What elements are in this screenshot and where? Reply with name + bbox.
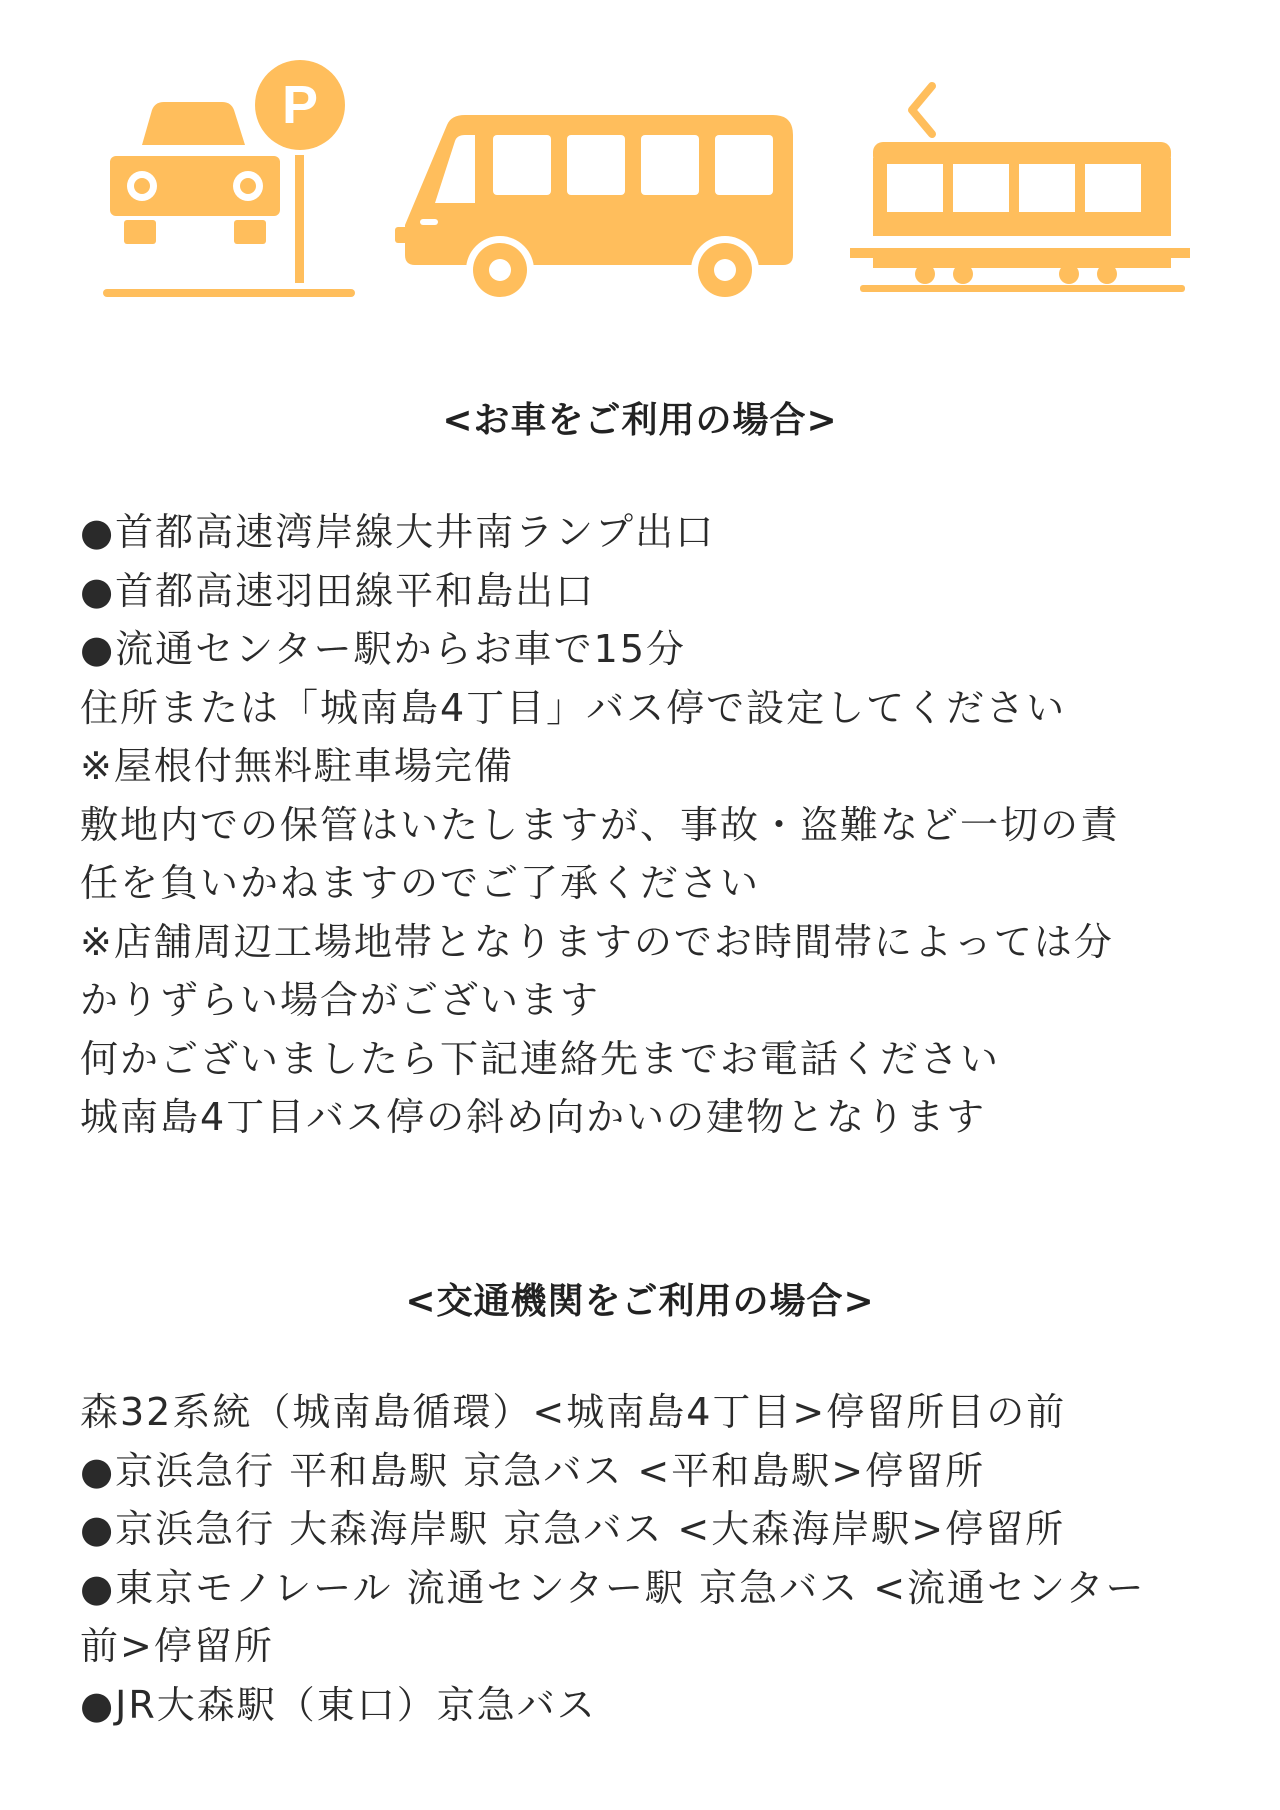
list-item: 住所または「城南島4丁目」バス停で設定してください: [80, 685, 1067, 730]
transport-icons-row: [0, 0, 1280, 330]
car-section-lines: [80, 503, 1210, 1147]
list-item: 森32系統（城南島循環）<城南島4丁目>停留所目の前: [80, 1390, 1067, 1434]
list-item: 任を負いかねますのでご了承ください: [80, 861, 761, 905]
transit-section-lines: [80, 1383, 1210, 1734]
transit-section-title: <交通機関をご利用の場合>: [405, 1281, 875, 1322]
parking-sign-letter: P: [281, 75, 319, 135]
list-item: ●首都高速羽田線平和島出口: [80, 568, 596, 613]
list-item: ※店舗周辺工場地帯となりますのでお時間帯によっては分: [80, 919, 1114, 964]
list-item: ●JR大森駅（東口）京急バス: [80, 1682, 597, 1727]
car-parking-icon: [100, 60, 360, 310]
list-item: ※屋根付無料駐車場完備: [80, 744, 514, 788]
list-item: ●京浜急行 大森海岸駅 京急バス <大森海岸駅>停留所: [80, 1507, 1066, 1551]
list-item: ●首都高速湾岸線大井南ランプ出口: [80, 510, 716, 554]
list-item: 城南島4丁目バス停の斜め向かいの建物となります: [80, 1095, 987, 1139]
list-item: かりずらい場合がございます: [80, 978, 601, 1022]
list-item: 前>停留所: [80, 1624, 274, 1668]
bus-icon: [395, 115, 805, 305]
list-item: ●東京モノレール 流通センター駅 京急バス <流通センター: [80, 1565, 1146, 1610]
list-item: ●流通センター駅からお車で15分: [80, 627, 686, 671]
car-section-title: <お車をご利用の場合>: [442, 400, 838, 441]
tram-icon: [845, 78, 1195, 300]
list-item: ●京浜急行 平和島駅 京急バス <平和島駅>停留所: [80, 1448, 986, 1493]
list-item: 敷地内での保管はいたしますが、事故・盗難など一切の責: [80, 802, 1121, 847]
list-item: 何かございましたら下記連絡先までお電話ください: [80, 1036, 1001, 1081]
